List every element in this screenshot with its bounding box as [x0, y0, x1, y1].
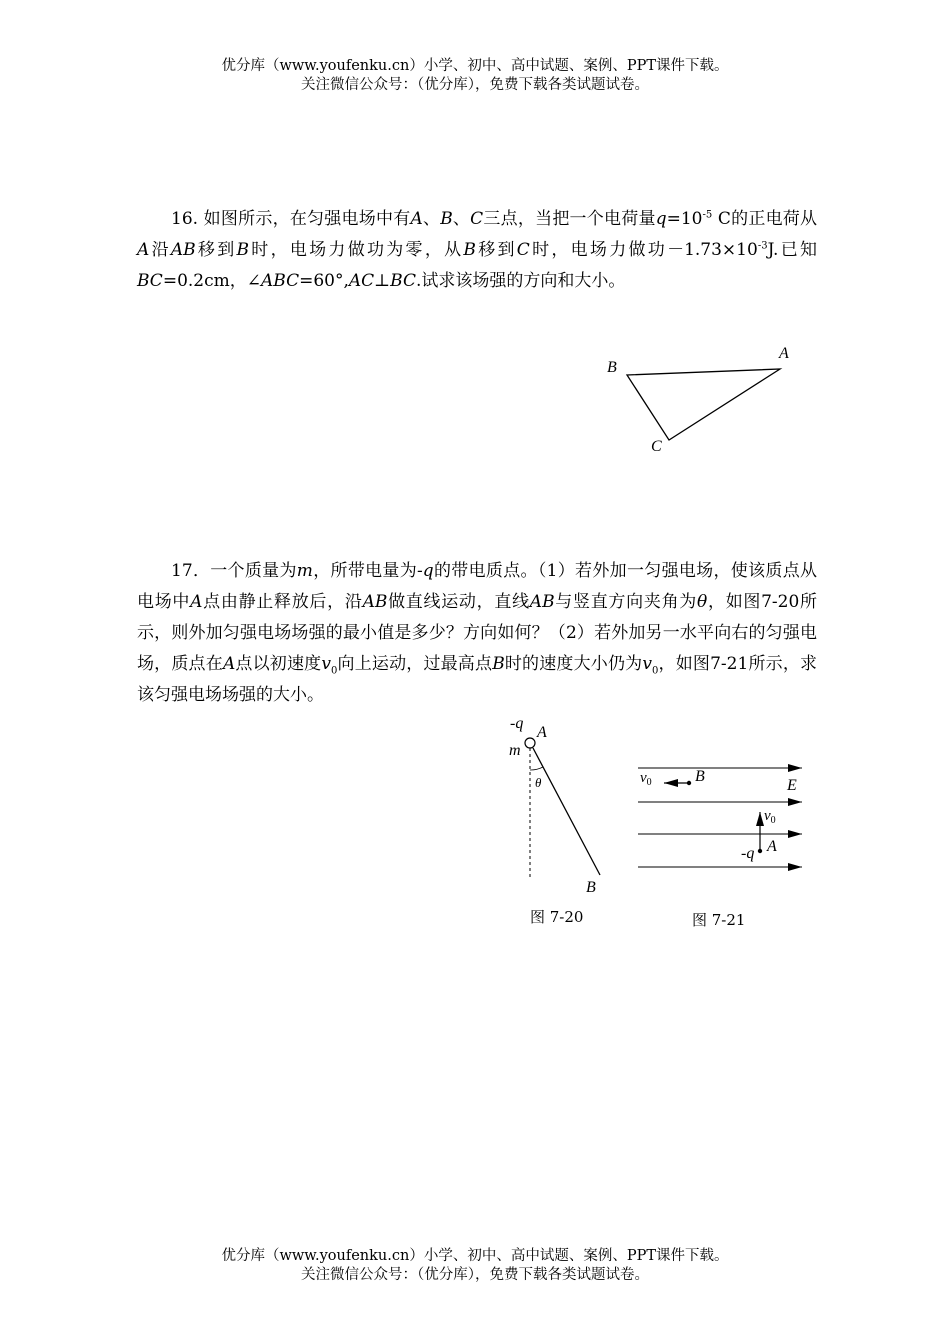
figure-7-21: [630, 755, 820, 880]
label-v0-right: $v_0$: [764, 808, 776, 826]
question-number: 16.: [171, 209, 199, 229]
triangle-abc-figure: [590, 335, 810, 465]
label-a: A: [767, 838, 777, 855]
label-neg-q: -q: [741, 845, 755, 862]
label-b: B: [607, 359, 617, 376]
header-line-1: 优分库（www.youfenku.cn）小学、初中、高中试题、案例、PPT课件下载。: [221, 58, 729, 74]
label-a: A: [537, 724, 547, 741]
label-c: C: [651, 438, 662, 455]
point-a: [758, 849, 762, 853]
charge-circle: [525, 738, 535, 748]
caption-7-20: 图 7-20: [530, 908, 584, 926]
footer-line-2: 关注微信公众号：（优分库），免费下载各类试题试卷。: [301, 1267, 649, 1283]
question-17: [137, 556, 817, 711]
page-footer: [0, 1247, 950, 1285]
label-neg-q: -q: [510, 715, 524, 732]
caption-7-21: 图 7-21: [692, 911, 746, 929]
label-e: E: [787, 777, 797, 794]
page-header: [0, 57, 950, 95]
triangle-abc: [627, 369, 780, 440]
label-m: m: [509, 742, 521, 759]
point-b: [687, 781, 691, 785]
figure-7-20: [500, 712, 630, 897]
footer-line-1: 优分库（www.youfenku.cn）小学、初中、高中试题、案例、PPT课件下载。: [221, 1248, 729, 1264]
question-number: 17: [171, 561, 193, 581]
label-b: B: [586, 879, 596, 896]
question-16: [137, 204, 817, 297]
label-b: B: [695, 768, 705, 785]
angle-arc: [530, 767, 543, 770]
label-a: A: [779, 345, 789, 362]
header-line-2: 关注微信公众号：（优分库），免费下载各类试题试卷。: [301, 77, 649, 93]
line-ab: [533, 748, 600, 875]
question-16-text: 16. 如图所示，在匀强电场中有A、B、C三点，当把一个电荷量$q=10^{-5}$ C的正电荷从A沿AB移到B时，电场力做功为零，从B移到C时，电场力做功$-1.73\times 10^{-3}J$.已知BC=0.2cm，∠ABC=60°,AC⊥BC.试求该场强的方向和大小。: [137, 209, 818, 291]
label-v0-top: $v_0$: [640, 770, 652, 788]
label-theta: θ: [535, 775, 542, 790]
question-17-text: 17．一个质量为m，所带电量为-q的带电质点。（1）若外加一匀强电场，使该质点从电场中A点由静止释放后，沿AB做直线运动，直线AB与竖直方向夹角为θ，如图7-20所示，则外加匀强电场场强的最小值是多少？方向如何？（2）若外加另一水平向右的匀强电场，质点在A点以初速度$v_0$向上运动，过最高点B时的速度大小仍为$v_0$，如图7-21所示，求该匀强电场场强的大小。: [137, 561, 818, 705]
